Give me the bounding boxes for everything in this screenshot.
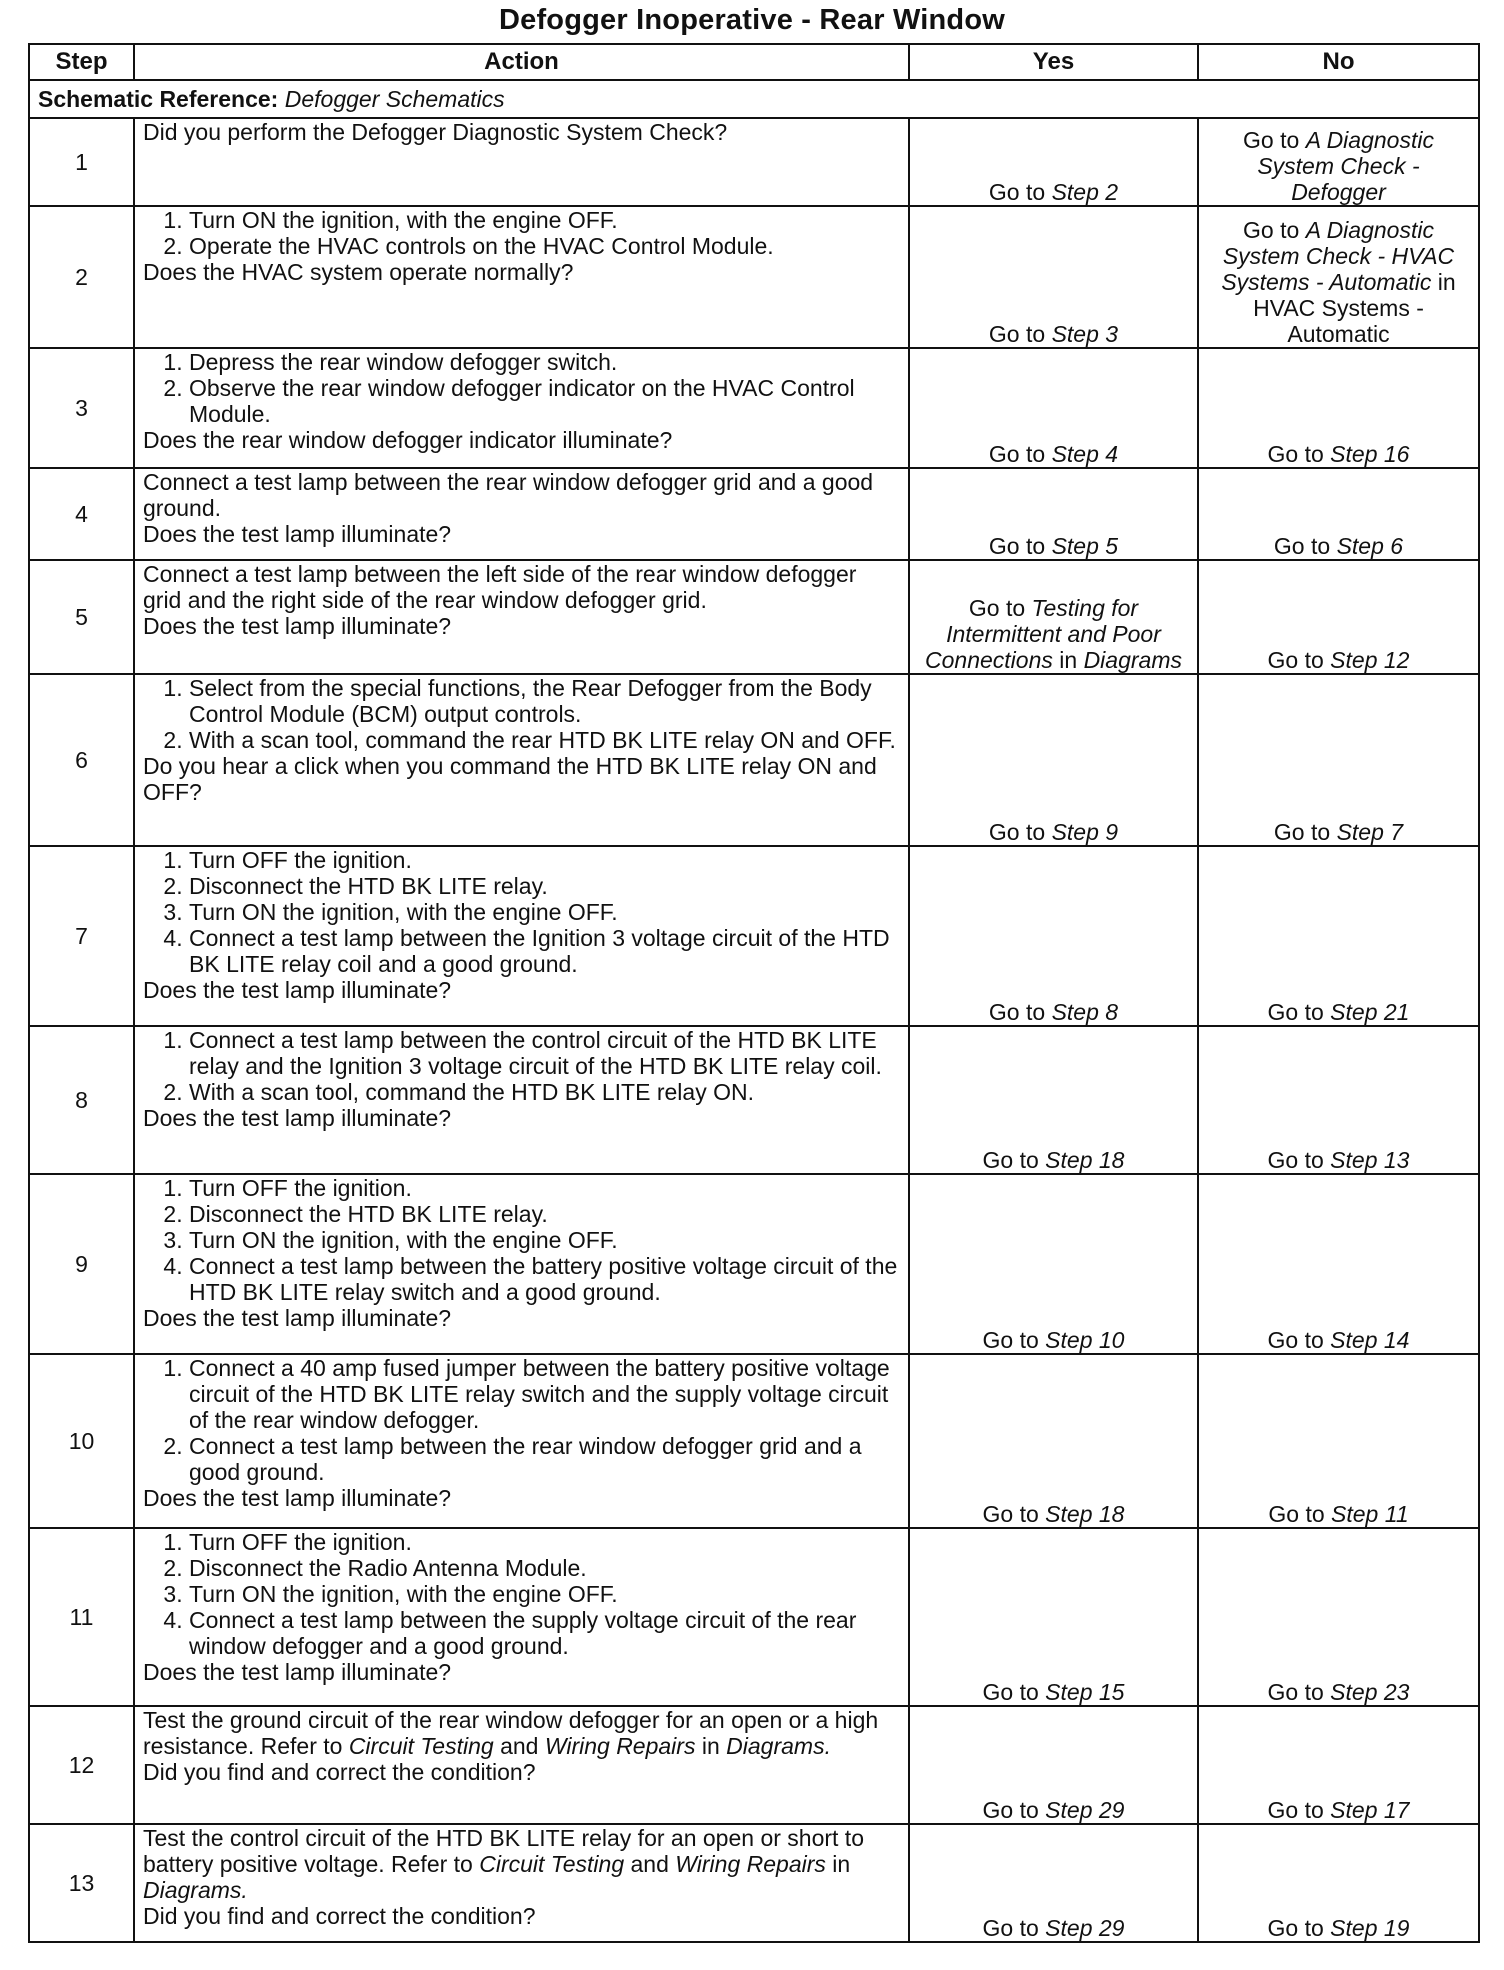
link-text[interactable]: Circuit Testing: [348, 1733, 494, 1759]
link-text[interactable]: Wiring Repairs: [544, 1733, 696, 1759]
action-cell: [134, 1528, 909, 1706]
action-steps-list: [143, 1529, 900, 1659]
text-fragment: Test the ground circuit of the rear window defogger for an open or a high resistance. Refer to: [143, 1707, 879, 1759]
action-steps-list: [143, 1355, 900, 1485]
text-fragment: Go to: [1243, 127, 1306, 153]
action-steps-list: [143, 207, 900, 259]
action-step-item: 1. Turn OFF the ignition.: [189, 847, 900, 873]
action-intro: [143, 1825, 900, 1903]
no-result: [1198, 118, 1479, 206]
no-result: [1198, 674, 1479, 846]
step-row: [29, 1174, 1479, 1354]
action-step-item: 1. Connect a 40 amp fused jumper between the battery positive voltage circuit of the HTD BK LITE relay switch and the supply voltage circuit of the rear window defogger.: [189, 1355, 900, 1433]
link-text[interactable]: Step 16: [1330, 441, 1410, 467]
action-question: Does the test lamp illuminate?: [143, 1485, 452, 1511]
action-step-item: 3. Turn ON the ignition, with the engine OFF.: [189, 1581, 900, 1607]
yes-result: [909, 348, 1198, 468]
step-row: [29, 1026, 1479, 1174]
action-intro: Connect a test lamp between the rear window defogger grid and a good ground.: [143, 469, 874, 521]
link-text[interactable]: Step 13: [1330, 1147, 1410, 1173]
link-text[interactable]: Step 17: [1330, 1797, 1410, 1823]
link-text[interactable]: Step 23: [1330, 1679, 1410, 1705]
step-number: 7: [29, 846, 134, 1026]
link-text[interactable]: Step 10: [1045, 1327, 1125, 1353]
link-text[interactable]: Step 12: [1330, 647, 1410, 673]
link-text[interactable]: Step 2: [1051, 179, 1119, 205]
step-number: 11: [29, 1528, 134, 1706]
yes-result: [909, 1174, 1198, 1354]
text-fragment: Go to: [982, 1915, 1046, 1941]
action-step-item: 1. Turn ON the ignition, with the engine OFF.: [189, 207, 900, 233]
action-cell: [134, 206, 909, 348]
header-no: No: [1198, 44, 1479, 80]
yes-result: [909, 1354, 1198, 1528]
text-fragment: Go to: [1267, 1327, 1331, 1353]
action-cell: [134, 560, 909, 674]
text-fragment: in: [825, 1851, 851, 1877]
diagnostic-table: [28, 43, 1480, 1943]
action-step-item: 2. Disconnect the HTD BK LITE relay.: [189, 1201, 900, 1227]
action-steps-list: [143, 675, 900, 753]
text-fragment: Go to: [1267, 1679, 1331, 1705]
yes-result: [909, 1528, 1198, 1706]
text-fragment: Test the control circuit of the HTD BK LITE relay for an open or short to battery positive voltage. Refer to: [143, 1825, 864, 1877]
text-fragment: Go to: [1267, 1797, 1331, 1823]
action-step-item: 1. Connect a test lamp between the control circuit of the HTD BK LITE relay and the Ignition 3 voltage circuit of the HTD BK LITE relay coil.: [189, 1027, 900, 1079]
yes-result: [909, 560, 1198, 674]
link-text[interactable]: Step 15: [1045, 1679, 1125, 1705]
link-text[interactable]: Step 19: [1330, 1915, 1410, 1941]
link-text[interactable]: Step 18: [1045, 1147, 1125, 1173]
yes-result: [909, 206, 1198, 348]
link-text[interactable]: A Diagnostic System Check - Defogger: [1257, 127, 1434, 205]
link-text[interactable]: Step 18: [1045, 1501, 1125, 1527]
action-step-item: 1. Turn OFF the ignition.: [189, 1529, 900, 1555]
action-cell: [134, 348, 909, 468]
action-step-item: 1. Select from the special functions, the Rear Defogger from the Body Control Module (BCM) output controls.: [189, 675, 900, 727]
text-fragment: Go to: [982, 1147, 1046, 1173]
no-result: [1198, 1354, 1479, 1528]
action-cell: [134, 674, 909, 846]
step-number: 12: [29, 1706, 134, 1824]
action-step-item: 3. Turn ON the ignition, with the engine OFF.: [189, 899, 900, 925]
action-step-item: 2. With a scan tool, command the rear HTD BK LITE relay ON and OFF.: [189, 727, 900, 753]
action-steps-list: [143, 847, 900, 977]
text-fragment: in: [1052, 647, 1084, 673]
schematic-reference-label: Schematic Reference:: [38, 86, 279, 112]
step-row: [29, 1706, 1479, 1824]
text-fragment: in HVAC Systems - Automatic: [1253, 269, 1456, 347]
text-fragment: Go to: [1267, 1915, 1331, 1941]
link-text[interactable]: Step 3: [1051, 321, 1119, 347]
action-question: Did you perform the Defogger Diagnostic System Check?: [143, 119, 728, 145]
action-question: Does the rear window defogger indicator illuminate?: [143, 427, 673, 453]
text-fragment: Go to: [982, 1501, 1046, 1527]
text-fragment: Go to: [988, 999, 1052, 1025]
link-text[interactable]: Step 5: [1051, 533, 1119, 559]
step-number: 5: [29, 560, 134, 674]
text-fragment: Go to: [1267, 441, 1331, 467]
no-result: [1198, 560, 1479, 674]
link-text[interactable]: A Diagnostic System Check - HVAC Systems - Automatic: [1221, 217, 1455, 295]
action-question: Do you hear a click when you command the HTD BK LITE relay ON and OFF?: [143, 753, 877, 805]
yes-result: [909, 118, 1198, 206]
action-step-item: 1. Depress the rear window defogger switch.: [189, 349, 900, 375]
header-yes: Yes: [909, 44, 1198, 80]
step-number: 1: [29, 118, 134, 206]
step-row: [29, 118, 1479, 206]
text-fragment: Go to: [1268, 1501, 1332, 1527]
step-row: [29, 560, 1479, 674]
text-fragment: in: [695, 1733, 727, 1759]
step-number: 13: [29, 1824, 134, 1942]
step-row: [29, 468, 1479, 560]
no-result: [1198, 1528, 1479, 1706]
no-result: [1198, 1174, 1479, 1354]
step-number: 9: [29, 1174, 134, 1354]
link-text[interactable]: Circuit Testing: [479, 1851, 625, 1877]
schematic-reference: [29, 80, 1479, 118]
action-steps-list: [143, 1027, 900, 1105]
action-cell: [134, 1354, 909, 1528]
link-text[interactable]: Step 6: [1336, 533, 1404, 559]
no-result: [1198, 1824, 1479, 1942]
step-number: 6: [29, 674, 134, 846]
text-fragment: Go to: [988, 819, 1052, 845]
text-fragment: Go to: [1267, 1147, 1331, 1173]
yes-result: [909, 468, 1198, 560]
link-text[interactable]: Step 29: [1045, 1915, 1125, 1941]
text-fragment: Go to: [968, 595, 1032, 621]
action-step-item: 2. With a scan tool, command the HTD BK LITE relay ON.: [189, 1079, 900, 1105]
action-cell: [134, 1026, 909, 1174]
action-step-item: 2. Observe the rear window defogger indicator on the HVAC Control Module.: [189, 375, 900, 427]
action-cell: [134, 468, 909, 560]
link-text[interactable]: Step 8: [1051, 999, 1119, 1025]
schematic-reference-link[interactable]: Defogger Schematics: [284, 86, 505, 112]
step-row: [29, 846, 1479, 1026]
link-text[interactable]: Diagrams.: [726, 1733, 831, 1759]
link-text[interactable]: Step 11: [1331, 1501, 1409, 1527]
action-steps-list: [143, 1175, 900, 1305]
link-text[interactable]: Step 9: [1051, 819, 1119, 845]
action-cell: [134, 1706, 909, 1824]
action-intro: Connect a test lamp between the left side of the rear window defogger grid and the right side of the rear window defogger grid.: [143, 561, 857, 613]
action-question: Does the test lamp illuminate?: [143, 1659, 452, 1685]
action-step-item: 4. Connect a test lamp between the supply voltage circuit of the rear window defogger and a good ground.: [189, 1607, 900, 1659]
action-step-item: 3. Turn ON the ignition, with the engine OFF.: [189, 1227, 900, 1253]
step-number: 8: [29, 1026, 134, 1174]
link-text[interactable]: Wiring Repairs: [675, 1851, 826, 1877]
yes-result: [909, 846, 1198, 1026]
action-cell: [134, 1824, 909, 1942]
yes-result: [909, 1824, 1198, 1942]
text-fragment: Go to: [988, 533, 1052, 559]
link-text[interactable]: Step 4: [1051, 441, 1119, 467]
link-text[interactable]: Step 7: [1336, 819, 1404, 845]
action-step-item: 1. Turn OFF the ignition.: [189, 1175, 900, 1201]
text-fragment: Go to: [988, 321, 1052, 347]
yes-result: [909, 674, 1198, 846]
text-fragment: Go to: [1267, 999, 1331, 1025]
step-number: 4: [29, 468, 134, 560]
step-row: [29, 1824, 1479, 1942]
yes-result: [909, 1026, 1198, 1174]
step-number: 10: [29, 1354, 134, 1528]
text-fragment: Go to: [1267, 647, 1331, 673]
action-step-item: 2. Disconnect the Radio Antenna Module.: [189, 1555, 900, 1581]
action-intro: [143, 1707, 900, 1759]
step-row: [29, 206, 1479, 348]
action-steps-list: [143, 349, 900, 427]
action-cell: [134, 846, 909, 1026]
action-step-item: 4. Connect a test lamp between the battery positive voltage circuit of the HTD BK LITE relay switch and a good ground.: [189, 1253, 900, 1305]
step-row: [29, 348, 1479, 468]
step-row: [29, 674, 1479, 846]
header-step: Step: [29, 44, 134, 80]
header-action: Action: [134, 44, 909, 80]
text-fragment: Go to: [1243, 217, 1306, 243]
no-result: [1198, 846, 1479, 1026]
action-step-item: 2. Disconnect the HTD BK LITE relay.: [189, 873, 900, 899]
action-step-item: 2. Connect a test lamp between the rear window defogger grid and a good ground.: [189, 1433, 900, 1485]
action-question: Does the HVAC system operate normally?: [143, 259, 574, 285]
yes-result: [909, 1706, 1198, 1824]
step-number: 2: [29, 206, 134, 348]
action-question: Does the test lamp illuminate?: [143, 613, 452, 639]
no-result: [1198, 468, 1479, 560]
action-question: Does the test lamp illuminate?: [143, 1105, 452, 1131]
link-text[interactable]: Diagrams: [1083, 647, 1182, 673]
text-fragment: Go to: [982, 1797, 1046, 1823]
no-result: [1198, 348, 1479, 468]
text-fragment: Go to: [1273, 533, 1337, 559]
action-question: Does the test lamp illuminate?: [143, 521, 452, 547]
text-fragment: Go to: [982, 1327, 1046, 1353]
step-row: [29, 1354, 1479, 1528]
no-result: [1198, 206, 1479, 348]
link-text[interactable]: Step 21: [1330, 999, 1410, 1025]
action-step-item: 4. Connect a test lamp between the Ignition 3 voltage circuit of the HTD BK LITE relay coil and a good ground.: [189, 925, 900, 977]
step-number: 3: [29, 348, 134, 468]
action-cell: [134, 1174, 909, 1354]
link-text[interactable]: Step 14: [1330, 1327, 1410, 1353]
text-fragment: Go to: [982, 1679, 1046, 1705]
link-text[interactable]: Testing for Intermittent and Poor Connections: [925, 595, 1161, 673]
action-step-item: 2. Operate the HVAC controls on the HVAC Control Module.: [189, 233, 900, 259]
text-fragment: Go to: [1273, 819, 1337, 845]
action-question: Did you find and correct the condition?: [143, 1759, 536, 1785]
text-fragment: Go to: [988, 441, 1052, 467]
text-fragment: and: [624, 1851, 676, 1877]
action-question: Does the test lamp illuminate?: [143, 977, 452, 1003]
text-fragment: Go to: [988, 179, 1052, 205]
action-cell: [134, 118, 909, 206]
action-question: Did you find and correct the condition?: [143, 1903, 536, 1929]
no-result: [1198, 1026, 1479, 1174]
step-row: [29, 1528, 1479, 1706]
link-text[interactable]: Diagrams.: [143, 1877, 248, 1903]
document-title: Defogger Inoperative - Rear Window: [498, 4, 1006, 36]
action-question: Does the test lamp illuminate?: [143, 1305, 452, 1331]
no-result: [1198, 1706, 1479, 1824]
text-fragment: and: [493, 1733, 545, 1759]
schematic-reference-row: [29, 80, 1479, 118]
header-row: [29, 44, 1479, 80]
link-text[interactable]: Step 29: [1045, 1797, 1125, 1823]
